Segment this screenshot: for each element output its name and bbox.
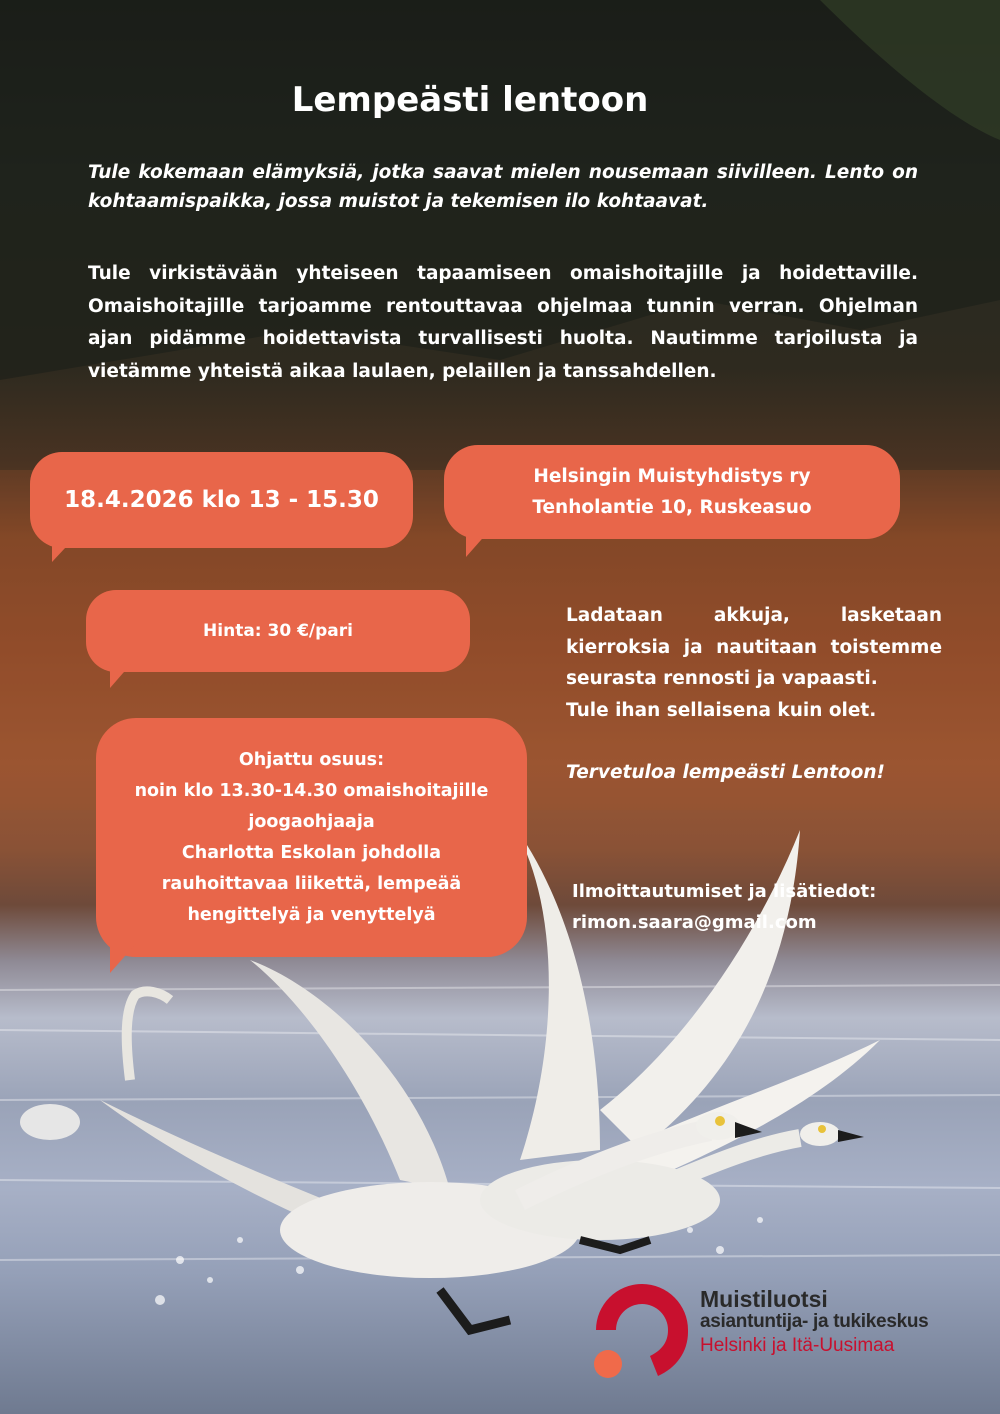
logo-wordmark bbox=[700, 1287, 928, 1359]
guided-line-3: joogaohjaaja bbox=[248, 811, 375, 832]
guided-line-1: Ohjattu osuus: bbox=[238, 749, 385, 770]
logo-subtitle: asiantuntija- ja tukikeskus bbox=[700, 1311, 929, 1332]
guided-line-2: noin klo 13.30-14.30 omaishoitajille bbox=[134, 780, 489, 801]
invitation-paragraph: Ladataan akkuja, lasketaan kierroksia ja nautitaan toistemme seurasta rennosti ja vapaasti. bbox=[566, 605, 942, 689]
speech-bubble-tail bbox=[110, 656, 138, 688]
contact-label: Ilmoittautumiset ja lisätiedot: bbox=[572, 881, 877, 902]
invitation-line: Tule ihan sellaisena kuin olet. bbox=[566, 699, 877, 721]
date-time-text: 18.4.2026 klo 13 - 15.30 bbox=[64, 487, 379, 513]
welcome-text: Tervetuloa lempeästi Lentoon! bbox=[566, 762, 885, 783]
date-bubble bbox=[30, 452, 413, 548]
speech-bubble-tail bbox=[466, 523, 496, 557]
contact-info bbox=[572, 876, 876, 938]
speech-bubble-tail bbox=[52, 532, 80, 562]
guided-session-bubble bbox=[96, 718, 527, 957]
intro-text: Tule kokemaan elämyksiä, jotka saavat mielen nousemaan siivilleen. Lento on kohtaamispaikka, jossa muistot ja tekemisen ilo kohtaavat. bbox=[88, 162, 918, 212]
address-text: Tenholantie 10, Ruskeasuo bbox=[532, 497, 812, 518]
logo-name: Muistiluotsi bbox=[700, 1286, 828, 1312]
description-text: Tule virkistävään yhteiseen tapaamiseen omaishoitajille ja hoidettaville. Omaishoitajille tarjoamme rentouttavaa ohjelmaa tunnin verran. Ohjelman ajan pidämme hoidettavista turvallisesti huolta. Nautimme tarjoilusta ja vietämme yhteistä aikaa laulaen, pelaillen ja tanssahdellen. bbox=[88, 263, 918, 382]
price-text: Hinta: 30 €/pari bbox=[203, 621, 353, 641]
guided-line-6: hengittelyä ja venyttelyä bbox=[187, 904, 436, 925]
page-title: Lempeästi lentoon bbox=[291, 80, 649, 120]
muistiluotsi-logo-icon bbox=[588, 1282, 698, 1382]
speech-bubble-tail bbox=[110, 939, 140, 973]
guided-line-5: rauhoittavaa liikettä, lempeää bbox=[161, 873, 462, 894]
price-bubble bbox=[86, 590, 470, 672]
logo-region: Helsinki ja Itä-Uusimaa bbox=[700, 1335, 895, 1356]
location-bubble bbox=[444, 445, 900, 539]
invitation-text bbox=[566, 600, 942, 789]
contact-email[interactable]: rimon.saara@gmail.com bbox=[572, 912, 817, 933]
organizer-name: Helsingin Muistyhdistys ry bbox=[533, 466, 811, 487]
guided-line-4: Charlotta Eskolan johdolla bbox=[181, 842, 442, 863]
